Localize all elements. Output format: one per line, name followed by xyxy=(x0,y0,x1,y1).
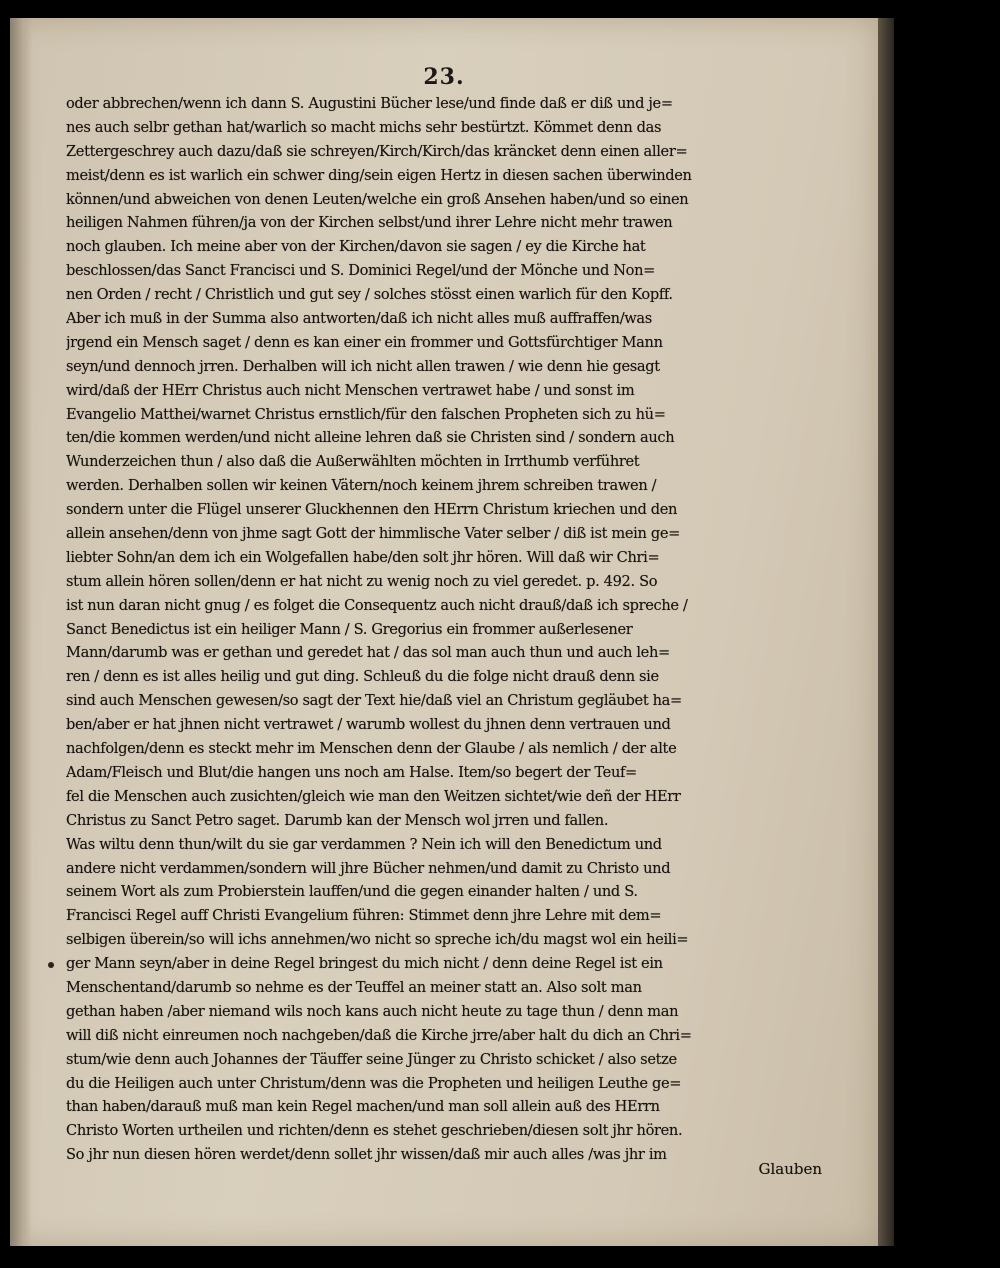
text-line: Was wiltu denn thun/wilt du sie gar verdammen ? Nein ich will den Benedictum und xyxy=(66,835,662,853)
text-line: Wunderzeichen thun / also daß die Außerwählten möchten in Irrthumb verführet xyxy=(66,453,640,471)
text-line: Christus zu Sanct Petro saget. Darumb kan der Mensch wol jrren und fallen. xyxy=(66,811,609,829)
text-line: andere nicht verdammen/sondern will jhre Bücher nehmen/und damit zu Christo und xyxy=(66,859,671,877)
book-edge xyxy=(878,18,894,1246)
text-line: Francisci Regel auff Christi Evangelium führen: Stimmet denn jhre Lehre mit dem= xyxy=(66,907,662,925)
text-line: ten/die kommen werden/und nicht alleine lehren daß sie Christen sind / sondern auch xyxy=(66,429,675,447)
text-line: oder abbrechen/wenn ich dann S. Augustini Bücher lese/und finde daß er diß und je= xyxy=(66,95,673,112)
margin-ink-mark xyxy=(48,962,54,968)
text-line: will diß nicht einreumen noch nachgeben/daß die Kirche jrre/aber halt du dich an Chri= xyxy=(66,1026,692,1044)
text-line: fel die Menschen auch zusichten/gleich wie man den Weitzen sichtet/wie deñ der HErr xyxy=(66,787,681,805)
text-line: Aber ich muß in der Summa also antworten/daß ich nicht alles muß auffraffen/was xyxy=(66,310,652,328)
text-line: werden. Derhalben sollen wir keinen Vätern/noch keinem jhrem schreiben trawen / xyxy=(66,477,657,495)
text-line: ger Mann seyn/aber in deine Regel bringest du mich nicht / denn deine Regel ist ein xyxy=(66,955,663,973)
text-line: nes auch selbr gethan hat/warlich so macht michs sehr bestürtzt. Kömmet denn das xyxy=(66,118,662,136)
text-line: stum allein hören sollen/denn er hat nicht zu wenig noch zu viel geredet. p. 492. So xyxy=(66,572,658,590)
text-line: Mann/darumb was er gethan und geredet hat / das sol man auch thun und auch leh= xyxy=(66,644,670,662)
text-line: Sanct Benedictus ist ein heiliger Mann / S. Gregorius ein frommer außerlesener xyxy=(66,620,633,638)
body-text xyxy=(66,92,838,1167)
page-gutter-shadow xyxy=(10,18,32,1246)
text-line: gethan haben /aber niemand wils noch kans auch nicht heute zu tage thun / denn man xyxy=(66,1002,679,1020)
text-line: So jhr nun diesen hören werdet/denn sollet jhr wissen/daß mir auch alles /was jhr im xyxy=(66,1146,667,1164)
text-line: allein ansehen/denn von jhme sagt Gott der himmlische Vater selber / diß ist mein ge= xyxy=(66,525,680,543)
text-line: sondern unter die Flügel unserer Gluckhennen den HErrn Christum kriechen und den xyxy=(66,501,678,519)
book-page xyxy=(10,18,878,1246)
text-line: selbigen überein/so will ichs annehmen/wo nicht so spreche ich/du magst wol ein heili= xyxy=(66,931,689,949)
text-line: Christo Worten urtheilen und richten/denn es stehet geschrieben/diesen solt jhr hören. xyxy=(66,1122,683,1140)
text-line: seinem Wort als zum Probierstein lauffen/und die gegen einander halten / und S. xyxy=(66,883,638,901)
text-line: ben/aber er hat jhnen nicht vertrawet / warumb wollest du jhnen denn vertrauen und xyxy=(66,716,671,734)
catchword: Glauben xyxy=(758,1160,822,1178)
text-line: sind auch Menschen gewesen/so sagt der Text hie/daß viel an Christum gegläubet ha= xyxy=(66,692,682,710)
text-line: than haben/darauß muß man kein Regel machen/und man soll allein auß des HErrn xyxy=(66,1098,660,1116)
text-line: Zettergeschrey auch dazu/daß sie schreyen/Kirch/Kirch/das kräncket denn einen aller= xyxy=(66,142,688,160)
text-line: liebter Sohn/an dem ich ein Wolgefallen habe/den solt jhr hören. Will daß wir Chri= xyxy=(66,548,660,566)
text-line: Menschentand/darumb so nehme es der Teuffel an meiner statt an. Also solt man xyxy=(66,978,642,996)
text-line: können/und abweichen von denen Leuten/welche ein groß Ansehen haben/und so einen xyxy=(66,190,689,208)
text-line: du die Heiligen auch unter Christum/denn was die Propheten und heiligen Leuthe ge= xyxy=(66,1074,682,1092)
text-line: nachfolgen/denn es steckt mehr im Menschen denn der Glaube / als nemlich / der alte xyxy=(66,740,677,758)
text-line: jrgend ein Mensch saget / denn es kan einer ein frommer und Gottsfürchtiger Mann xyxy=(66,333,663,351)
text-line: nen Orden / recht / Christlich und gut sey / solches stösst einen warlich für den Kopff. xyxy=(66,286,673,304)
text-line: ist nun daran nicht gnug / es folget die Consequentz auch nicht drauß/daß ich spreche / xyxy=(66,596,688,614)
text-line: wird/daß der HErr Christus auch nicht Menschen vertrawet habe / und sonst im xyxy=(66,381,635,399)
text-line: Evangelio Matthei/warnet Christus ernstlich/für den falschen Propheten sich zu hü= xyxy=(66,405,666,423)
text-line: Adam/Fleisch und Blut/die hangen uns noch am Halse. Item/so begert der Teuf= xyxy=(66,763,637,781)
text-line: seyn/und dennoch jrren. Derhalben will ich nicht allen trawen / wie denn hie gesagt xyxy=(66,357,660,375)
text-line: beschlossen/das Sanct Francisci und S. Dominici Regel/und der Mönche und Non= xyxy=(66,262,656,280)
text-line: ren / denn es ist alles heilig und gut ding. Schleuß du die folge nicht drauß denn sie xyxy=(66,668,659,686)
text-line: noch glauben. Ich meine aber von der Kirchen/davon sie sagen / ey die Kirche hat xyxy=(66,238,646,256)
text-line: stum/wie denn auch Johannes der Täuffer seine Jünger zu Christo schicket / also setze xyxy=(66,1050,677,1068)
page-number: 23. xyxy=(423,64,465,90)
text-line: heiligen Nahmen führen/ja von der Kirchen selbst/und ihrer Lehre nicht mehr trawen xyxy=(66,214,673,232)
text-line: meist/denn es ist warlich ein schwer ding/sein eigen Hertz in diesen sachen überwinden xyxy=(66,166,692,184)
